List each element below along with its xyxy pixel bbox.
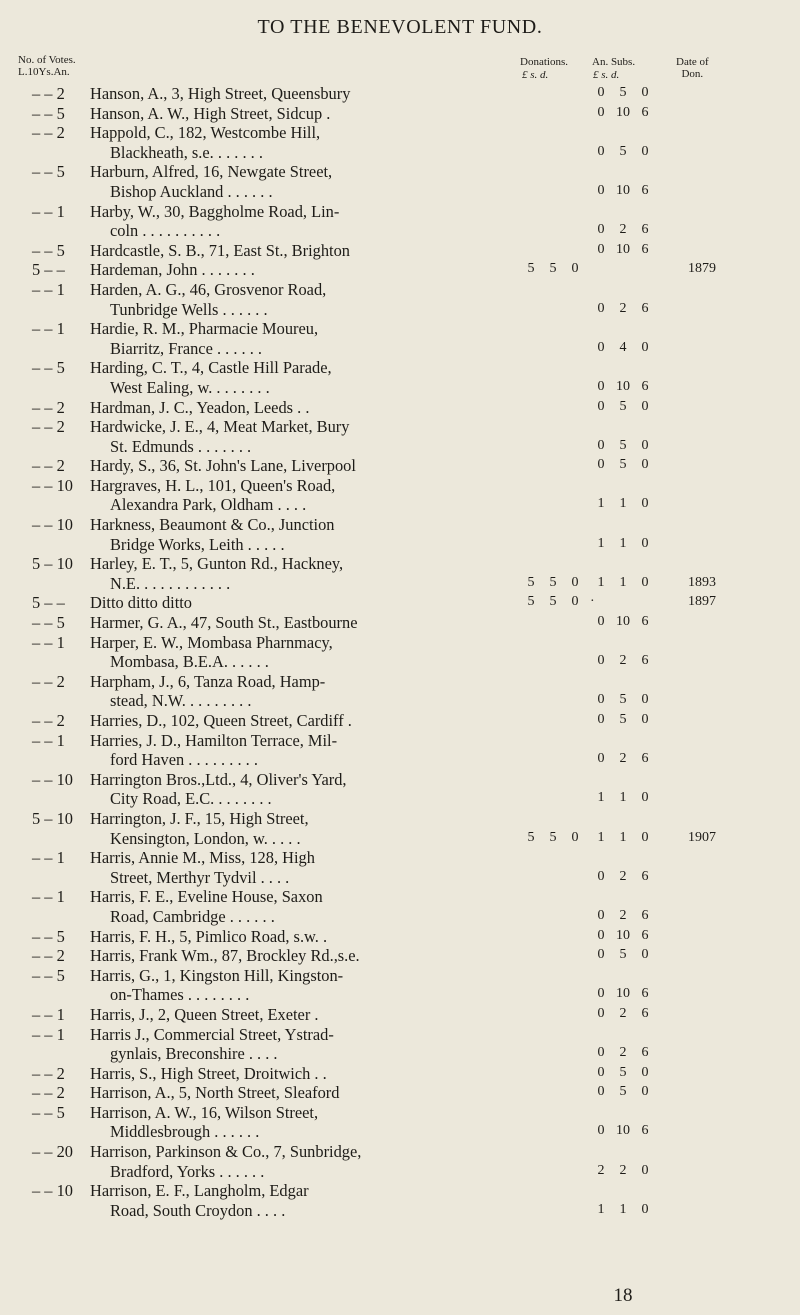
subscription-amount: 0 2 6	[597, 1005, 649, 1021]
votes-cell: – – 2	[32, 711, 65, 730]
list-item	[0, 848, 800, 887]
donation-date: 1879	[688, 261, 716, 277]
subscriber-entry	[90, 280, 518, 319]
entry-continuation-line: Alexandra Park, Oldham . . . .	[110, 495, 307, 515]
subscriber-entry	[90, 162, 518, 201]
subscriber-entry	[90, 398, 518, 418]
subscriber-entry	[90, 202, 518, 241]
list-item	[0, 731, 800, 770]
votes-cell: – – 2	[32, 946, 65, 966]
page-number: 18	[613, 1285, 633, 1306]
list-item	[0, 1103, 800, 1142]
subscriber-entry	[90, 1025, 518, 1064]
donation-date: 1907	[688, 829, 716, 845]
entry-name-line: Hardy, S., 36, St. John's Lane, Liverpool	[90, 456, 356, 476]
entry-name-line: Harrington Bros.,Ltd., 4, Oliver's Yard,	[90, 769, 347, 789]
entry-name-line: Happold, C., 182, Westcombe Hill,	[90, 123, 321, 143]
subscription-amount: 0 2 6	[597, 907, 649, 923]
votes-cell: 5 – 10	[32, 554, 73, 574]
running-head: TO THE BENEVOLENT FUND.	[257, 16, 543, 38]
subscription-amount: 0 10 6	[597, 241, 649, 257]
donation-amount: 5 5 0	[527, 261, 579, 277]
entry-continuation-line: Bishop Auckland . . . . . .	[110, 181, 273, 201]
entry-name-line: Hargraves, H. L., 101, Queen's Road,	[90, 475, 336, 495]
list-item	[0, 1181, 800, 1220]
entry-continuation-line: Street, Merthyr Tydvil . . . .	[110, 867, 290, 887]
entry-continuation-line: Road, South Croydon . . . .	[110, 1200, 286, 1220]
subscriber-entry	[90, 241, 518, 261]
list-item	[0, 633, 800, 672]
subscription-amount: 0 10 6	[597, 927, 649, 943]
subscriber-entry	[90, 1005, 518, 1025]
votes-cell: – – 1	[32, 632, 65, 652]
votes-cell: – – 2	[32, 417, 65, 437]
votes-cell: – – 5	[32, 926, 65, 946]
entry-continuation-line: Kensington, London, w. . . . .	[110, 828, 301, 848]
list-item	[0, 456, 800, 476]
subscriber-entry	[90, 84, 518, 104]
list-item	[0, 770, 800, 809]
votes-cell: – – 10	[32, 515, 73, 535]
votes-cell: – – 5	[32, 1102, 65, 1122]
subscription-amount: 1 1 0	[597, 829, 649, 845]
donations-units: £ s. d.	[522, 69, 549, 81]
votes-cell: – – 2	[32, 84, 65, 103]
subscriber-entry	[90, 593, 518, 613]
list-item	[0, 966, 800, 1005]
votes-cell: – – 20	[32, 1142, 73, 1162]
entry-continuation-line: Mombasa, B.E.A. . . . . .	[110, 652, 269, 672]
list-item	[0, 417, 800, 456]
list-item	[0, 280, 800, 319]
entry-name-line: Harris, J., 2, Queen Street, Exeter .	[90, 1004, 319, 1024]
entry-continuation-line: St. Edmunds . . . . . . .	[110, 436, 252, 456]
entry-name-line: Harding, C. T., 4, Castle Hill Parade,	[90, 358, 332, 378]
subscription-amount: 1 1 0	[597, 790, 649, 806]
entry-name-line: Harris, G., 1, Kingston Hill, Kingston-	[90, 965, 344, 985]
entry-continuation-line: coln . . . . . . . . . .	[110, 221, 221, 241]
subscriber-entry	[90, 476, 518, 515]
entry-name-line: Hanson, A., 3, High Street, Queensbury	[90, 84, 351, 103]
subscription-amount: 2 2 0	[597, 1162, 649, 1178]
votes-cell: – – 10	[32, 769, 73, 789]
entry-continuation-line: ford Haven . . . . . . . . .	[110, 750, 258, 770]
votes-cell: – – 2	[32, 123, 65, 143]
list-item	[0, 162, 800, 201]
votes-cell: – – 2	[32, 456, 65, 476]
list-item	[0, 123, 800, 162]
subscription-amount: 0 2 6	[597, 868, 649, 884]
entry-name-line: Harden, A. G., 46, Grosvenor Road,	[90, 279, 327, 299]
list-item	[0, 1005, 800, 1025]
votes-cell: – – 2	[32, 1083, 65, 1103]
entry-name-line: Harris, S., High Street, Droitwich . .	[90, 1063, 327, 1083]
list-item	[0, 887, 800, 926]
votes-cell: – – 5	[32, 358, 65, 378]
subscription-amount: 0 10 6	[597, 1123, 649, 1139]
subscriber-entry	[90, 966, 518, 1005]
votes-cell: – – 5	[32, 965, 65, 985]
subscriber-entry	[90, 1181, 518, 1220]
donation-amount: 5 5 0	[527, 594, 579, 610]
subscription-amount: 0 10 6	[597, 614, 649, 630]
votes-cell: – – 1	[32, 1004, 65, 1024]
subscriber-entry	[90, 672, 518, 711]
entry-continuation-line: on-Thames . . . . . . . .	[110, 985, 250, 1005]
votes-cell: – – 2	[32, 397, 65, 417]
list-item	[0, 241, 800, 261]
list-item	[0, 809, 800, 848]
list-item	[0, 202, 800, 241]
subscriber-entry	[90, 927, 518, 947]
subscriber-entry	[90, 613, 518, 633]
subscriber-entry	[90, 731, 518, 770]
votes-cell: – – 1	[32, 730, 65, 750]
subscription-amount: 0 10 6	[597, 986, 649, 1002]
subscription-amount: 0 5 0	[597, 712, 649, 727]
entry-name-line: Hardeman, John . . . . . . .	[90, 260, 255, 280]
entry-name-line: Harrison, Parkinson & Co., 7, Sunbridge,	[90, 1142, 362, 1162]
subscription-amount: 0 10 6	[597, 378, 649, 394]
list-item	[0, 1025, 800, 1064]
votes-cell: – – 1	[32, 887, 65, 907]
entry-name-line: Harrison, A., 5, North Street, Sleaford	[90, 1083, 340, 1103]
subscription-amount: 0 2 6	[597, 222, 649, 238]
subscriber-entry	[90, 123, 518, 162]
votes-cell: 5 – 10	[32, 808, 73, 828]
donation-amount: 5 5 0	[527, 574, 579, 590]
subscriber-entry	[90, 1103, 518, 1142]
entry-name-line: Ditto ditto ditto	[90, 593, 192, 613]
list-item	[0, 515, 800, 554]
list-item	[0, 672, 800, 711]
list-item	[0, 1083, 800, 1103]
donation-amount: 5 5 0	[527, 829, 579, 845]
entry-continuation-line: N.E. . . . . . . . . . . .	[110, 573, 231, 593]
entry-name-line: Harris, Annie M., Miss, 128, High	[90, 848, 315, 868]
list-item	[0, 554, 800, 593]
list-item	[0, 927, 800, 947]
votes-cell: – – 5	[32, 103, 65, 123]
subscription-amount: 0 2 6	[597, 653, 649, 669]
votes-cell: – – 10	[32, 475, 73, 495]
entry-continuation-line: Bridge Works, Leith . . . . .	[110, 534, 285, 554]
subscription-amount: 0 5 0	[597, 85, 649, 100]
subscriber-entry	[90, 633, 518, 672]
subscriber-entry	[90, 1083, 518, 1103]
votes-cell: – – 2	[32, 1063, 65, 1083]
votes-cell: 5 – –	[32, 593, 65, 613]
date-column-header: Date of Don.	[676, 56, 709, 80]
entry-name-line: Harpham, J., 6, Tanza Road, Hamp-	[90, 671, 326, 691]
entry-name-line: Harmer, G. A., 47, South St., Eastbourne	[90, 613, 358, 633]
votes-cell: – – 1	[32, 319, 65, 339]
list-item	[0, 1064, 800, 1084]
votes-cell: 5 – –	[32, 260, 65, 280]
donation-date: 1897	[688, 594, 716, 610]
subscriber-entry	[90, 515, 518, 554]
subscription-amount: 0 2 6	[597, 1045, 649, 1061]
list-item	[0, 104, 800, 124]
entry-continuation-line: Tunbridge Wells . . . . . .	[110, 299, 268, 319]
list-item	[0, 398, 800, 418]
votes-cell: – – 10	[32, 1181, 73, 1201]
subscriber-entry	[90, 1142, 518, 1181]
entry-name-line: Harris, F. H., 5, Pimlico Road, s.w. .	[90, 926, 328, 946]
votes-cell: – – 5	[32, 613, 65, 633]
subscription-amount: 0 5 0	[597, 1084, 649, 1100]
subscription-amount: 0 10 6	[597, 182, 649, 198]
entry-name-line: Harries, J. D., Hamilton Terrace, Mil-	[90, 730, 338, 750]
subscriber-entry	[90, 770, 518, 809]
subscriber-entry	[90, 104, 518, 124]
entry-name-line: Hardman, J. C., Yeadon, Leeds . .	[90, 397, 310, 417]
entry-continuation-line: West Ealing, w. . . . . . . .	[110, 377, 270, 397]
list-item	[0, 476, 800, 515]
subscriber-entry	[90, 809, 518, 848]
subscription-amount: 0 10 6	[597, 104, 649, 120]
votes-cell: – – 1	[32, 848, 65, 868]
votes-cell: – – 1	[32, 201, 65, 221]
subscription-amount: 1 1 0	[597, 496, 649, 512]
entry-name-line: Hardie, R. M., Pharmacie Moureu,	[90, 319, 319, 339]
entry-name-line: Harrington, J. F., 15, High Street,	[90, 808, 309, 828]
subscription-amount: 0 4 0	[597, 339, 649, 355]
entry-continuation-line: Bradford, Yorks . . . . . .	[110, 1161, 265, 1181]
entry-continuation-line: Road, Cambridge . . . . . .	[110, 906, 275, 926]
subscriber-entry	[90, 358, 518, 397]
subscription-amount: 1 1 0	[597, 535, 649, 551]
entry-name-line: Harkness, Beaumont & Co., Junction	[90, 515, 335, 535]
votes-cell: – – 1	[32, 279, 65, 299]
subscription-amount: 0 5 0	[597, 947, 649, 963]
entry-continuation-line: City Road, E.C. . . . . . . .	[110, 789, 272, 809]
list-item	[0, 593, 800, 613]
votes-cell: – – 5	[32, 240, 65, 260]
subscription-amount: 0 5 0	[597, 1064, 649, 1080]
entry-name-line: Harries, D., 102, Queen Street, Cardiff .	[90, 711, 352, 730]
subscription-amount: 0 5 0	[597, 457, 649, 473]
subscriber-entry	[90, 417, 518, 456]
subscriber-entry	[90, 887, 518, 926]
subscriptions-column-header: An. Subs.	[592, 56, 636, 68]
list-item	[0, 84, 800, 104]
entry-name-line: Harley, E. T., 5, Gunton Rd., Hackney,	[90, 554, 344, 574]
list-item	[0, 319, 800, 358]
subscription-amount: 1 1 0	[597, 574, 649, 590]
subscriber-entry	[90, 946, 518, 966]
subscriber-entry	[90, 456, 518, 476]
subscription-amount: 0 5 0	[597, 692, 649, 708]
subscription-amount: 0 5 0	[597, 143, 649, 159]
entry-continuation-line: Middlesbrough . . . . . .	[110, 1122, 260, 1142]
votes-column-header: No. of Votes. L.10Ys.An.	[18, 54, 76, 78]
entry-list	[0, 84, 800, 1220]
subscription-amount: 0 2 6	[597, 751, 649, 767]
subscriptions-units: £ s. d.	[593, 69, 620, 81]
entry-name-line: Harby, W., 30, Baggholme Road, Lin-	[90, 201, 340, 221]
list-item	[0, 613, 800, 633]
subscription-amount: ·	[590, 594, 595, 610]
subscriber-entry	[90, 554, 518, 593]
subscriber-entry	[90, 1064, 518, 1084]
entry-continuation-line: Biarritz, France . . . . . .	[110, 338, 263, 358]
entry-name-line: Harrison, E. F., Langholm, Edgar	[90, 1181, 309, 1201]
entry-name-line: Harris, F. E., Eveline House, Saxon	[90, 887, 323, 907]
entry-continuation-line: Blackheath, s.e. . . . . . .	[110, 142, 263, 162]
list-item	[0, 358, 800, 397]
donations-column-header: Donations.	[520, 56, 568, 68]
subscriber-entry	[90, 319, 518, 358]
subscription-amount: 1 1 0	[597, 1201, 649, 1217]
entry-name-line: Hanson, A. W., High Street, Sidcup .	[90, 103, 331, 123]
list-item	[0, 260, 800, 280]
votes-cell: – – 5	[32, 162, 65, 182]
subscription-amount: 0 2 6	[597, 300, 649, 316]
subscription-amount: 0 5 0	[597, 398, 649, 414]
list-item	[0, 711, 800, 731]
votes-cell: – – 1	[32, 1024, 65, 1044]
subscriber-entry	[90, 711, 518, 731]
entry-continuation-line: gynlais, Breconshire . . . .	[110, 1044, 278, 1064]
subscriber-entry	[90, 848, 518, 887]
votes-cell: – – 2	[32, 671, 65, 691]
entry-name-line: Harrison, A. W., 16, Wilson Street,	[90, 1102, 319, 1122]
entry-name-line: Harris, Frank Wm., 87, Brockley Rd.,s.e.	[90, 946, 360, 966]
entry-name-line: Harburn, Alfred, 16, Newgate Street,	[90, 162, 333, 182]
donation-date: 1893	[688, 574, 716, 590]
entry-continuation-line: stead, N.W. . . . . . . . .	[110, 691, 252, 711]
entry-name-line: Hardcastle, S. B., 71, East St., Brighton	[90, 240, 350, 260]
subscriber-entry	[90, 260, 518, 280]
subscription-amount: 0 5 0	[597, 437, 649, 453]
list-item	[0, 1142, 800, 1181]
entry-name-line: Harris J., Commercial Street, Ystrad-	[90, 1024, 334, 1044]
list-item	[0, 946, 800, 966]
entry-name-line: Hardwicke, J. E., 4, Meat Market, Bury	[90, 417, 350, 437]
entry-name-line: Harper, E. W., Mombasa Pharnmacy,	[90, 632, 333, 652]
